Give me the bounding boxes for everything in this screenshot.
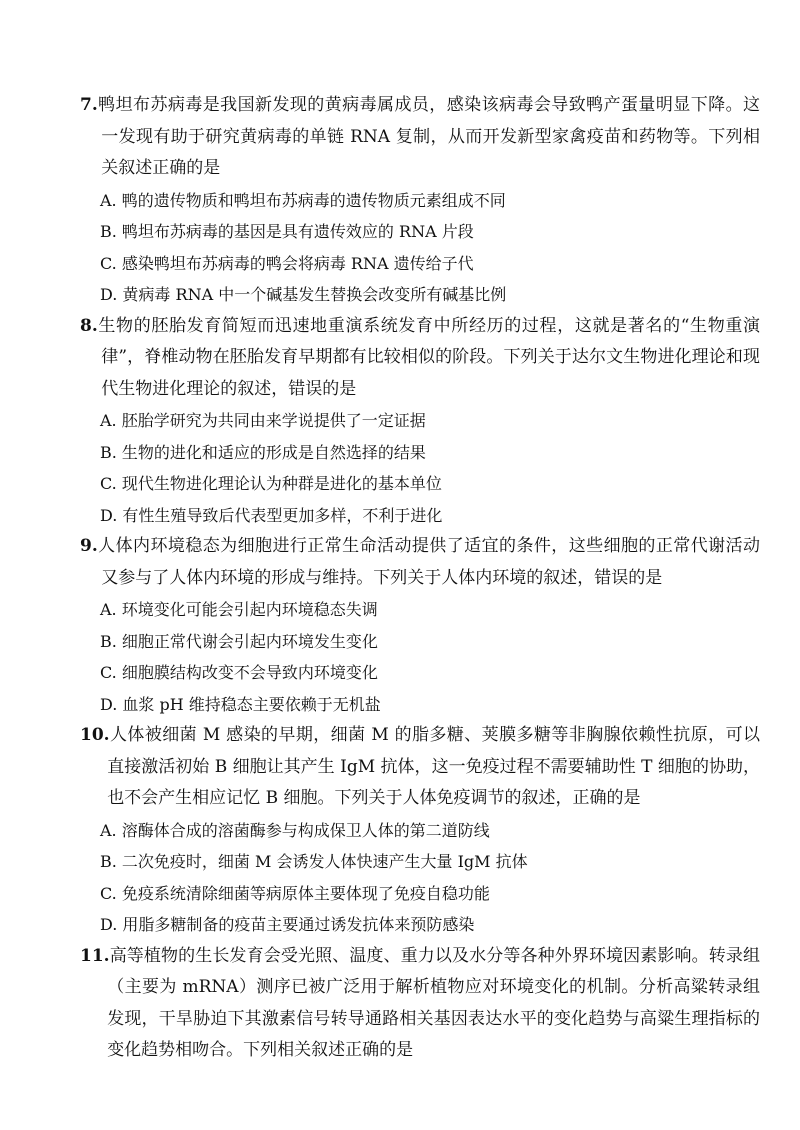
- question-9: [80, 531, 760, 720]
- option-a: A. 溶酶体合成的溶菌酶参与构成保卫人体的第二道防线: [100, 820, 490, 840]
- question-text: 生物的胚胎发育简短而迅速地重演系统发育中所经历的过程，这就是著名的“生物重演律”，脊椎动物在胚胎发育早期都有比较相似的阶段。下列关于达尔文生物进化理论和现代生物进化理论的叙述，错误的是: [97, 315, 760, 399]
- question-text: 人体被细菌 M 感染的早期，细菌 M 的脂多糖、荚膜多糖等非胸腺依赖性抗原，可以直接激活初始 B 细胞让其产生 IgM 抗体，这一免疫过程不需要辅助性 T 细胞的协助，也不会产生相应记忆 B 细胞。下列关于人体免疫调节的叙述，正确的是: [107, 725, 760, 808]
- option-d: D. 黄病毒 RNA 中一个碱基发生替换会改变所有碱基比例: [100, 285, 507, 304]
- question-text: 鸭坦布苏病毒是我国新发现的黄病毒属成员，感染该病毒会导致鸭产蛋量明显下降。这一发现有助于研究黄病毒的单链 RNA 复制，从而开发新型家禽疫苗和药物等。下列相关叙述正确的是: [97, 95, 760, 178]
- question-stem: [80, 941, 760, 1067]
- question-10: [80, 720, 760, 941]
- question-8: [80, 311, 760, 532]
- option-a: A. 胚胎学研究为共同由来学说提供了一定证据: [100, 411, 426, 430]
- option-c: C. 感染鸭坦布苏病毒的鸭会将病毒 RNA 遗传给子代: [100, 253, 474, 273]
- question-11: [80, 941, 760, 1067]
- option-b: B. 二次免疫时，细菌 M 会诱发人体快速产生大量 IgM 抗体: [100, 852, 528, 871]
- option-c: C. 现代生物进化理论认为种群是进化的基本单位: [100, 474, 442, 493]
- option-b: B. 生物的进化和适应的形成是自然选择的结果: [100, 442, 426, 462]
- option-c: C. 免疫系统清除细菌等病原体主要体现了免疫自稳功能: [100, 883, 490, 903]
- question-stem: [80, 531, 760, 594]
- option-d: D. 有性生殖导致后代表型更加多样，不利于进化: [100, 505, 443, 525]
- question-number: 8.: [80, 315, 98, 336]
- question-number: 10.: [80, 725, 110, 745]
- option-d: D. 用脂多糖制备的疫苗主要通过诱发抗体来预防感染: [100, 915, 475, 934]
- question-number: 7.: [80, 95, 98, 115]
- question-stem: [80, 311, 760, 406]
- option-b: B. 细胞正常代谢会引起内环境发生变化: [100, 631, 378, 651]
- option-a: A. 环境变化可能会引起内环境稳态失调: [100, 600, 378, 619]
- option-d: D. 血浆 pH 维持稳态主要依赖于无机盐: [100, 694, 381, 714]
- question-text: 人体内环境稳态为细胞进行正常生命活动提供了适宜的条件，这些细胞的正常代谢活动又参与了人体内环境的形成与维持。下列关于人体内环境的叙述，错误的是: [97, 536, 760, 588]
- question-7: [80, 90, 760, 311]
- question-stem: [80, 90, 760, 185]
- question-stem: [80, 720, 760, 815]
- option-b: B. 鸭坦布苏病毒的基因是具有遗传效应的 RNA 片段: [100, 222, 474, 241]
- question-text: 高等植物的生长发育会受光照、温度、重力以及水分等各种外界环境因素影响。转录组（主要为 mRNA）测序已被广泛用于解析植物应对环境变化的机制。分析高粱转录组发现，干旱胁迫下其激素信号转导通路相关基因表达水平的变化趋势与高粱生理指标的变化趋势相吻合。下列相关叙述正确的是: [107, 945, 760, 1060]
- question-number: 9.: [80, 536, 98, 556]
- option-c: C. 细胞膜结构改变不会导致内环境变化: [100, 663, 378, 682]
- option-a: A. 鸭的遗传物质和鸭坦布苏病毒的遗传物质元素组成不同: [100, 190, 506, 210]
- question-number: 11.: [80, 945, 110, 966]
